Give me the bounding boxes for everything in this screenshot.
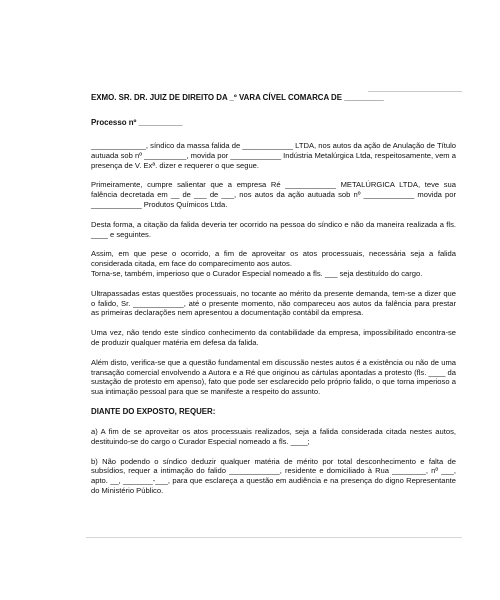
paragraph-desta-forma: Desta forma, a citação da falida deveria ter ocorrido na pessoa do síndico e não da maneira realizada a fls. ____ e seguintes.: [91, 219, 456, 239]
request-a: a) A fim de se aproveitar os atos processuais realizados, seja a falida considerada citada nestes autos, destituindo-se do cargo o Curador Especial nomeado a fls. ____;: [91, 426, 456, 446]
paragraph-uma-vez: Uma vez, não tendo este síndico conhecimento da contabilidade da empresa, impossibilitado encontra-se de produzir qualquer matéria em defesa da falida.: [91, 328, 456, 347]
paragraph-torna-se: Torna-se, também, imperioso que o Curador Especial nomeado a fls. ___ seja destituído do cargo.: [91, 268, 423, 278]
paragraph-intro: _____________, síndico da massa falida de ____________ LTDA, nos autos da ação de Anulação de Título autuada sob nº __________, movida por ____________ Indústria Metalúrgica Ltda, respeitosamente, vem a presença de V. Exª. dizer e requerer o que segue.: [91, 141, 456, 170]
paragraph-alem-disto: Além disto, verifica-se que a questão fundamental em discussão nestes autos é a existência ou não de uma transação comercial envolvendo a Autora e a Ré que originou as cártulas apontadas a protesto (fls. ____ da sustação de protesto em apenso), fato que pode ser esclarecido pelo próprio falido, o que torna imperioso a sua intimação pessoal para que se manifeste a respeito do assunto.: [91, 357, 456, 397]
bottom-divider: [86, 537, 462, 538]
paragraph-assim: Assim, em que pese o ocorrido, a fim de aproveitar os atos processuais, necessária seja a falida considerada citada, em face do comparecimento aos autos.: [91, 249, 456, 269]
section-title-requer: DIANTE DO EXPOSTO, REQUER:: [91, 406, 216, 416]
paragraph-ultrapassadas: Ultrapassadas estas questões processuais, no tocante ao mérito da presente demanda, tem-se a dizer que o falido, Sr. ____________, até o presente momento, não compareceu aos autos da falência para prestar as primeiras declarações nem apresentou a documentação contábil da empresa.: [91, 288, 456, 318]
top-divider: [368, 91, 462, 92]
process-number: Processo nº __________: [91, 118, 183, 127]
document-header: EXMO. SR. DR. JUIZ DE DIREITO DA _º VARA CÍVEL COMARCA DE _________: [91, 93, 384, 102]
document-body: [91, 93, 456, 506]
request-b: b) Não podendo o síndico deduzir qualquer matéria de mérito por total desconhecimento e falta de subsídios, requer a intimação do falido ____________, residente e domiciliado à Rua ________, nº ___, apto. __, _______-___, para que esclareça a questão em audiência e na presença do digno Representante do Ministério Público.: [91, 456, 456, 495]
paragraph-primeiramente: Primeiramente, cumpre salientar que a empresa Ré ____________ METALÚRGICA LTDA, teve sua falência decretada em __ de ___ de ___, nos autos da ação autuada sob nº ____________ movida por ____________ Produtos Químicos Ltda.: [91, 180, 456, 209]
